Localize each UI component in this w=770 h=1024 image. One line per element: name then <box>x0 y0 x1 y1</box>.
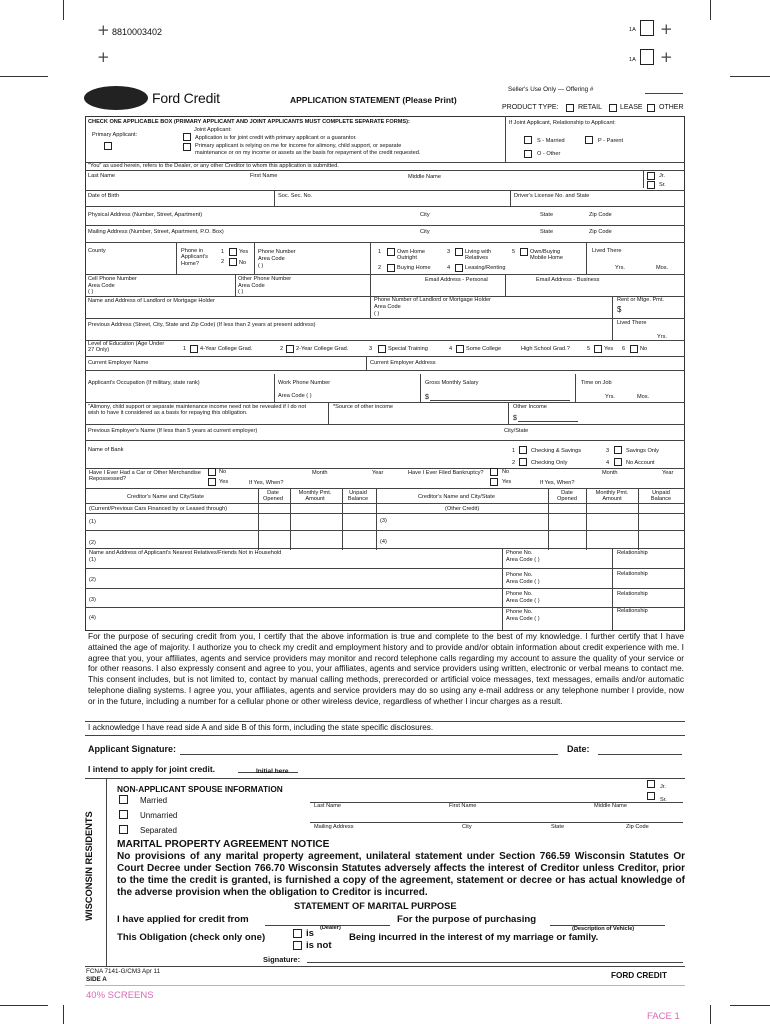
rent-dollar: $ <box>617 305 622 314</box>
bank-year: Year <box>662 470 674 476</box>
city-label-2: City <box>420 229 430 235</box>
purpose-label: For the purpose of purchasing <box>397 914 537 925</box>
registration-mark: + <box>660 20 673 38</box>
area-code-paren: ( ) <box>258 263 264 269</box>
crop-mark <box>0 1005 48 1006</box>
bank-label: Name of Bank <box>88 447 124 453</box>
edu-2yr-checkbox[interactable] <box>286 345 294 353</box>
you-note: "You" as used herein, refers to the Dealer, or any other Creditor to whom this application is submitted. <box>88 163 339 169</box>
state-label-2: State <box>540 229 554 235</box>
education-label: Level of Education (Age Under 27 Only) <box>88 341 165 354</box>
date-label: Date: <box>567 744 590 754</box>
spouse-sr-label: Sr. <box>660 797 667 803</box>
license-label: Driver's License No. and State <box>514 193 590 199</box>
employer-label: Current Employer Name <box>88 360 149 366</box>
unpaid-right: Unpaid Balance <box>650 490 672 503</box>
unmarried-checkbox[interactable] <box>119 810 128 819</box>
landlord-paren: ( ) <box>374 311 380 317</box>
middle-name-label: Middle Name <box>408 174 441 180</box>
rel-relationship-3: Relationship <box>617 591 648 597</box>
sr-checkbox[interactable] <box>647 181 655 189</box>
phone-yes-label: Yes <box>239 249 249 255</box>
joint-line: Application is for joint credit with primary applicant or a guarantor. <box>195 135 357 141</box>
unmarried-label: Unmarried <box>140 811 178 820</box>
ford-credit-logo: Ford Credit <box>152 90 220 106</box>
hs-no-checkbox[interactable] <box>630 345 638 353</box>
obligation-label: This Obligation (check only one) <box>117 932 266 943</box>
repo-yes-label: Yes <box>219 479 229 485</box>
prev-city-state: City/State <box>504 428 529 434</box>
other-income-dollar: $ <box>513 415 517 422</box>
cell-paren: ( ) <box>88 289 94 295</box>
edu-special-checkbox[interactable] <box>378 345 386 353</box>
rel-p-label: P - Parent <box>598 138 624 144</box>
sellers-use: Seller's Use Only — Offering # <box>508 86 594 93</box>
notice-text: No provisions of any marital property agreement, unilateral statement under Section 766.59 Wisconsin Statutes Or Court Decree under Section 766.70 Wisconsin Statutes adversely affects the interest of Creditor unless Creditor, prior to the time the credit is granted, is furnished a copy of the agreement, statement or decree or has actual knowledge of the adverse provision when the obligation to Creditor is incurred. <box>117 851 685 898</box>
other-credit-label: (Other Credit) <box>445 506 480 512</box>
spouse-last-name: Last Name <box>314 803 342 809</box>
rel-phone-1: Phone No. <box>506 550 533 556</box>
initial-here-label: Initial here <box>256 768 289 775</box>
rel-relationship-1: Relationship <box>617 550 648 556</box>
phone-in-home-label: Phone in Applicant's Home? <box>181 248 208 267</box>
primary-line2: maintenance or on my income or assets as the basis for repayment of the credit requested. <box>195 150 421 156</box>
corner-box[interactable] <box>640 20 654 36</box>
spouse-jr-checkbox[interactable] <box>647 780 655 788</box>
date-opened-left: Date Opened <box>263 490 283 503</box>
edu-4yr-checkbox[interactable] <box>190 345 198 353</box>
phone-no-checkbox[interactable] <box>229 258 237 266</box>
box-label: 1A <box>629 27 636 33</box>
prev-employer-label: Previous Employer's Name (If less than 5 years at current employer) <box>88 428 258 434</box>
no-account-label: No Account <box>626 460 655 466</box>
edu-some-checkbox[interactable] <box>456 345 464 353</box>
repo-no-label: No <box>219 469 227 475</box>
registration-mark: + <box>97 21 110 39</box>
landlord-area-code: Area Code <box>374 304 401 310</box>
bank-yes-label: Yes <box>502 479 512 485</box>
zip-label: Zip Code <box>589 212 612 218</box>
rel-relationship-2: Relationship <box>617 571 648 577</box>
face-label: FACE 1 <box>647 1011 680 1022</box>
employer-address-label: Current Employer Address <box>370 360 436 366</box>
work-phone-label: Work Phone Number <box>278 380 331 386</box>
edu-hs-label: High School Grad.? <box>521 346 570 352</box>
num-h2: 2 <box>378 265 382 271</box>
hs-yes-checkbox[interactable] <box>594 345 602 353</box>
rel-o-label: O - Other <box>537 151 561 157</box>
lease-checkbox[interactable] <box>609 104 617 112</box>
married-checkbox[interactable] <box>119 795 128 804</box>
crop-mark <box>730 1005 770 1006</box>
dob-label: Date of Birth <box>88 193 120 199</box>
edu-4yr-label: 4-Year College Grad. <box>200 346 253 352</box>
monthly-pmt-right: Monthly Pmt. Amount <box>595 490 629 503</box>
rel-o-checkbox[interactable] <box>524 150 532 158</box>
bank-num-3: 3 <box>606 448 610 454</box>
acknowledge-text: I acknowledge I have read side A and side B of this form, including the state specific disclosures. <box>88 723 434 732</box>
crop-mark <box>710 0 711 20</box>
salary-dollar: $ <box>425 394 429 401</box>
credit-row-4: (4) <box>380 539 387 545</box>
lived-mos-label: Mos. <box>656 265 669 271</box>
prev-address-label: Previous Address (Street, City, State and Zip Code) (If less than 2 years at present address) <box>88 322 316 328</box>
creditor-label-left: Creditor's Name and City/State <box>127 494 204 500</box>
bankruptcy-label: Have I Ever Filed Bankruptcy? <box>408 470 484 476</box>
num-h5: 5 <box>512 249 516 255</box>
rel-row-3: (3) <box>89 597 96 603</box>
other-area-code: Area Code <box>238 283 265 289</box>
own-home-label: Own Home Outright <box>397 249 425 262</box>
jr-checkbox[interactable] <box>647 172 655 180</box>
is-not-label: is not <box>306 940 332 951</box>
edu-num-4: 4 <box>449 346 453 352</box>
credit-row-3: (3) <box>380 518 387 524</box>
wisconsin-residents-label: WISCONSIN RESIDENTS <box>84 811 94 921</box>
buying-home-label: Buying Home <box>397 265 431 271</box>
creditor-label-right: Creditor's Name and City/State <box>418 494 495 500</box>
leasing-checkbox[interactable] <box>455 264 463 272</box>
spouse-middle-name: Middle Name <box>594 803 627 809</box>
area-code-label: Area Code <box>258 256 285 262</box>
applicant-signature-line[interactable] <box>180 754 558 755</box>
spouse-city: City <box>462 824 472 830</box>
bank-no-label: No <box>502 469 510 475</box>
living-with-checkbox[interactable] <box>455 248 463 256</box>
bank-yes-checkbox[interactable] <box>490 478 498 486</box>
rel-p-checkbox[interactable] <box>585 136 593 144</box>
married-label: Married <box>140 796 168 805</box>
spouse-sr-checkbox[interactable] <box>647 792 655 800</box>
spouse-first-name: First Name <box>449 803 477 809</box>
signature-label: Signature: <box>263 955 301 964</box>
num-1: 1 <box>221 249 225 255</box>
repo-no-checkbox[interactable] <box>208 468 216 476</box>
cell-phone-label: Cell Phone Number <box>88 276 137 282</box>
edu-num-1: 1 <box>183 346 187 352</box>
state-label: State <box>540 212 554 218</box>
physical-address-label: Physical Address (Number, Street, Apartment) <box>88 212 203 218</box>
repo-year: Year <box>372 470 384 476</box>
checking-only-label: Checking Only <box>531 460 568 466</box>
rel-area-4: Area Code ( ) <box>506 616 540 622</box>
mailing-address-label: Mailing Address (Number, Street, Apartment, P.O. Box) <box>88 229 224 235</box>
edu-num-3: 3 <box>369 346 373 352</box>
edu-num-6: 6 <box>622 346 626 352</box>
occupation-label: Applicant's Occupation (If military, state rank) <box>88 380 200 386</box>
primary-relying-checkbox[interactable] <box>183 143 191 151</box>
other-income-label: Other Income <box>513 404 547 410</box>
is-label: is <box>306 928 315 939</box>
repossessed-label: Have I Ever Had a Car or Other Merchandise Repossessed? <box>89 470 201 483</box>
unpaid-left: Unpaid Balance <box>347 490 369 503</box>
cell-area-code: Area Code <box>88 283 115 289</box>
cars-financed-label: (Current/Previous Cars Financed by or Leased through) <box>89 506 228 512</box>
lived-yrs-label: Yrs. <box>615 265 625 271</box>
rel-relationship-4: Relationship <box>617 608 648 614</box>
other-phone-label: Other Phone Number <box>238 276 292 282</box>
purpose-title: STATEMENT OF MARITAL PURPOSE <box>294 901 457 911</box>
repo-if-yes: If Yes, When? <box>249 480 284 486</box>
form-title: APPLICATION STATEMENT (Please Print) <box>290 95 457 105</box>
rel-area-3: Area Code ( ) <box>506 598 540 604</box>
applicable-heading: CHECK ONE APPLICABLE BOX (PRIMARY APPLICANT AND JOINT APPLICANTS MUST COMPLETE SEPARATE FORMS): <box>88 119 410 125</box>
date-line[interactable] <box>598 754 682 755</box>
city-label: City <box>420 212 430 218</box>
credit-row-2: (2) <box>89 540 96 546</box>
lease-label: LEASE <box>620 104 643 111</box>
other-paren: ( ) <box>238 289 244 295</box>
primary-line1: Primary applicant is relying on me for income for alimony, child support, or separate <box>195 143 402 149</box>
relatives-label: Name and Address of Applicant's Nearest Relatives/Friends Not in Household <box>89 550 282 556</box>
rel-phone-2: Phone No. <box>506 572 533 578</box>
own-home-checkbox[interactable] <box>387 248 395 256</box>
bank-num-4: 4 <box>606 460 610 466</box>
num-h3: 3 <box>447 249 451 255</box>
phone-no-label: No <box>239 260 247 266</box>
screens-label: 40% SCREENS <box>86 990 154 1001</box>
checking-only-checkbox[interactable] <box>519 458 527 466</box>
interest-label: Being incurred in the interest of my marriage or family. <box>349 932 599 943</box>
joint-credit-checkbox[interactable] <box>183 133 191 141</box>
gross-salary-label: Gross Monthly Salary <box>425 380 479 386</box>
num-2: 2 <box>221 259 225 265</box>
first-name-label: First Name <box>250 173 278 179</box>
monthly-pmt-left: Monthly Pmt. Amount <box>298 490 332 503</box>
repo-yes-checkbox[interactable] <box>208 478 216 486</box>
footer-brand: FORD CREDIT <box>611 971 667 980</box>
bank-month: Month <box>602 470 618 476</box>
prev-yrs: Yrs. <box>657 334 667 340</box>
retail-checkbox[interactable] <box>566 104 574 112</box>
date-opened-right: Date Opened <box>557 490 577 503</box>
source-income-label: *Source of other income <box>333 404 394 410</box>
work-area-code: Area Code ( ) <box>278 393 312 399</box>
form-code-number: 8810003402 <box>112 27 163 37</box>
bank-num-2: 2 <box>512 460 516 466</box>
zip-label-2: Zip Code <box>589 229 612 235</box>
leasing-label: Leasing/Renting <box>465 265 506 271</box>
last-name-label: Last Name <box>88 173 116 179</box>
own-buying-checkbox[interactable] <box>520 248 528 256</box>
joint-intent-label: I intend to apply for joint credit. <box>88 764 216 774</box>
rel-s-label: S - Married <box>537 138 565 144</box>
num-h1: 1 <box>378 249 382 255</box>
rel-phone-4: Phone No. <box>506 609 533 615</box>
num-h4: 4 <box>447 265 451 271</box>
spouse-jr-label: Jr. <box>660 784 666 790</box>
job-yrs: Yrs. <box>605 394 615 400</box>
crop-mark <box>710 1005 711 1024</box>
corner-box[interactable] <box>640 49 654 65</box>
relationship-heading: If Joint Applicant, Relationship to Applicant: <box>509 120 616 126</box>
ford-logo-oval <box>84 86 148 110</box>
county-label: County <box>88 248 106 254</box>
primary-applicant-label: Primary Applicant: <box>92 132 138 138</box>
prev-lived-there: Lived There <box>617 320 647 326</box>
checking-savings-checkbox[interactable] <box>519 446 527 454</box>
bank-if-yes: If Yes, When? <box>540 480 575 486</box>
joint-applicant-label: Joint Applicant: <box>194 127 232 133</box>
product-type-label: PRODUCT TYPE: <box>502 104 559 111</box>
rel-s-checkbox[interactable] <box>524 136 532 144</box>
rel-row-2: (2) <box>89 577 96 583</box>
no-account-checkbox[interactable] <box>614 458 622 466</box>
sr-label: Sr. <box>659 182 666 188</box>
edu-some-label: Some College <box>466 346 502 352</box>
other-label: OTHER <box>659 104 684 111</box>
is-not-checkbox[interactable] <box>293 941 302 950</box>
own-buying-label: Own/Buying Mobile Home <box>530 249 563 262</box>
primary-applicant-checkbox[interactable] <box>104 142 112 150</box>
crop-mark <box>63 1005 64 1024</box>
footer-code: FCNA 7141-G/CM3 Apr 11 <box>86 968 161 975</box>
living-with-label: Living with Relatives <box>465 249 492 262</box>
retail-label: RETAIL <box>578 104 602 111</box>
edu-special-label: Special Training <box>388 346 428 352</box>
separated-checkbox[interactable] <box>119 825 128 834</box>
time-on-job-label: Time on Job <box>581 380 612 386</box>
registration-mark: + <box>660 48 673 66</box>
lived-there-label: Lived There <box>592 248 622 254</box>
landlord-label: Name and Address of Landlord or Mortgage Holder <box>88 298 215 304</box>
email-personal-label: Email Address - Personal <box>425 277 488 283</box>
ssn-label: Soc. Sec. No. <box>278 193 313 199</box>
hs-yes-label: Yes <box>604 346 614 352</box>
notice-title: MARITAL PROPERTY AGREEMENT NOTICE <box>117 839 330 850</box>
edu-2yr-label: 2-Year College Grad. <box>296 346 349 352</box>
is-checkbox[interactable] <box>293 929 302 938</box>
phone-yes-checkbox[interactable] <box>229 248 237 256</box>
savings-only-label: Savings Only <box>626 448 659 454</box>
landlord-phone-label: Phone Number of Landlord or Mortgage Holder <box>374 297 491 303</box>
checking-savings-label: Checking & Savings <box>531 448 582 454</box>
spouse-zip: Zip Code <box>626 824 649 830</box>
edu-num-5: 5 <box>587 346 591 352</box>
job-mos: Mos. <box>637 394 650 400</box>
certification-text: For the purpose of securing credit from you, I certify that the above information is true and complete to the best of my knowledge. I further certify that I have attained the age of majority. I authorize you to check my credit and employment history and to provide and/or obtain information about credit experience with me. I agree that you, your affiliates, agents and service providers may monitor and record telephone calls regarding my account to assure the quality of your service or for other reasons. I also expressly consent and agree to you, your affiliates, agents and service providers using written, electronic or verbal means to contact me. This consent includes, but is not limited to, contact by manual calling methods, prerecorded or artificial voice messages, text messages, emails and/or automatic telephone dialing systems. I agree you, your affiliates, agents and service providers may do so using any e-mail address or any telephone number I provide, now or in the future, including a number for a cellular phone or other wireless device, regardless of whether I incur charges as a result. <box>88 631 684 706</box>
wisconsin-signature-line[interactable] <box>307 962 683 963</box>
rel-phone-3: Phone No. <box>506 591 533 597</box>
savings-only-checkbox[interactable] <box>614 446 622 454</box>
rel-row-4: (4) <box>89 615 96 621</box>
bank-num-1: 1 <box>512 448 516 454</box>
separated-label: Separated <box>140 826 177 835</box>
hs-no-label: No <box>640 346 648 352</box>
dealer-caption: (Dealer) <box>320 925 341 931</box>
vehicle-caption: (Description of Vehicle) <box>572 926 635 932</box>
crop-mark <box>63 0 64 20</box>
rel-area-2: Area Code ( ) <box>506 579 540 585</box>
rel-area-1: Area Code ( ) <box>506 557 540 563</box>
alimony-note: "Alimony, child support or separate maintenance income need not be revealed if I do not wish to have it considered as a basis for repaying this obligation. <box>88 404 306 417</box>
repo-month: Month <box>312 470 328 476</box>
spouse-state: State <box>551 824 565 830</box>
box-label: 1A <box>629 57 636 63</box>
rel-row-1: (1) <box>89 557 96 563</box>
credit-row-1: (1) <box>89 519 96 525</box>
edu-num-2: 2 <box>280 346 284 352</box>
crop-mark <box>730 76 770 77</box>
bank-no-checkbox[interactable] <box>490 468 498 476</box>
applicant-signature-label: Applicant Signature: <box>88 744 177 754</box>
spouse-mailing: Mailing Address <box>314 824 354 830</box>
jr-label: Jr. <box>659 173 665 179</box>
crop-mark <box>0 76 48 77</box>
buying-home-checkbox[interactable] <box>387 264 395 272</box>
registration-mark: + <box>97 48 110 66</box>
applied-label: I have applied for credit from <box>117 914 249 925</box>
rent-label: Rent or Mtge. Pmt. <box>617 297 664 303</box>
spouse-info-title: NON-APPLICANT SPOUSE INFORMATION <box>117 784 283 794</box>
phone-number-label: Phone Number <box>258 249 296 255</box>
other-checkbox[interactable] <box>647 104 655 112</box>
email-business-label: Email Address - Business <box>536 277 600 283</box>
footer-side: SIDE A <box>86 976 107 983</box>
